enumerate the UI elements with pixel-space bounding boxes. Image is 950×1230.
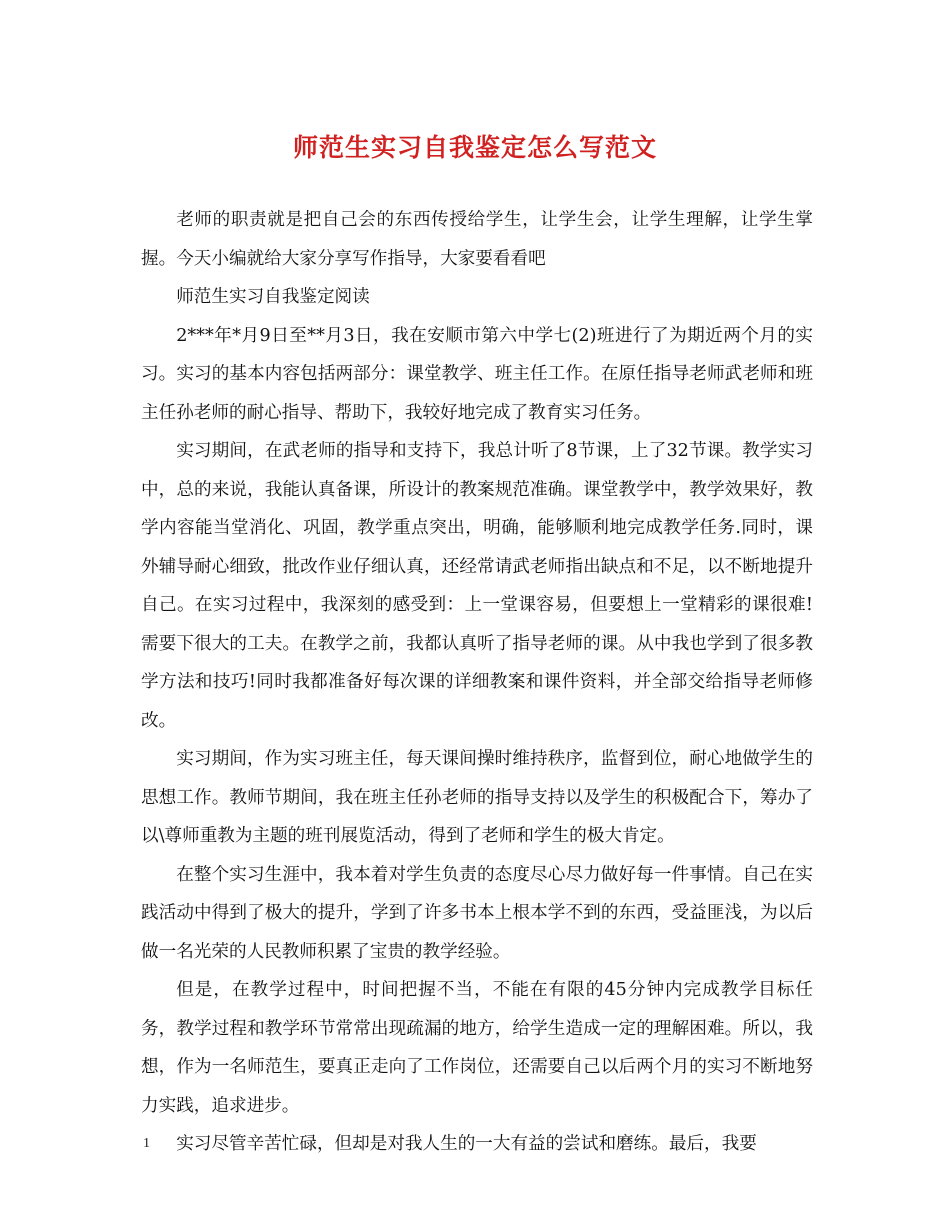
document-title: 师范生实习自我鉴定怎么写范文 — [292, 133, 657, 162]
paragraph-gains: 在整个实习生涯中，我本着对学生负责的态度尽心尽力做好每一件事情。自己在实践活动中得到了极大的提升，学到了许多书本上根本学不到的东西，受益匪浅，为以后做一名光荣的人民教师积累了宝贵的教学经验。 — [141, 864, 813, 962]
document-body — [141, 201, 813, 1164]
page-number: 1 — [143, 1136, 150, 1151]
paragraph-teaching: 实习期间，在武老师的指导和支持下，我总计听了8节课，上了32节课。教学实习中，总的来说，我能认真备课，所设计的教案规范准确。课堂教学中，教学效果好，教学内容能当堂消化、巩固，教学重点突出，明确，能够顺利地完成教学任务.同时，课外辅导耐心细致，批改作业仔细认真，还经常请武老师指出缺点和不足，以不断地提升自己。在实习过程中，我深刻的感受到：上一堂课容易，但要想上一堂精彩的课很难!需要下很大的工夫。在教学之前，我都认真听了指导老师的课。从中我也学到了很多教学方法和技巧!同时我都准备好每次课的详细教案和课件资料，并全部交给指导老师修改。 — [141, 441, 813, 731]
paragraph-overview: 2***年*月9日至**月3日，我在安顺市第六中学七(2)班进行了为期近两个月的实习。实习的基本内容包括两部分：课堂教学、班主任工作。在原任指导老师武老师和班主任孙老师的耐心指导、帮助下，我较好地完成了教育实习任务。 — [141, 325, 813, 423]
paragraph-shortcomings: 但是，在教学过程中，时间把握不当，不能在有限的45分钟内完成教学目标任务，教学过程和教学环节常常出现疏漏的地方，给学生造成一定的理解困难。所以，我想，作为一名师范生，要真正走向了工作岗位，还需要自己以后两个月的实习不断地努力实践，追求进步。 — [141, 980, 813, 1116]
paragraph-subheading: 师范生实习自我鉴定阅读 — [176, 287, 370, 307]
paragraph-closing: 实习尽管辛苦忙碌，但却是对我人生的一大有益的尝试和磨练。最后，我要 — [176, 1134, 757, 1154]
paragraph-class-teacher: 实习期间，作为实习班主任，每天课间操时维持秩序，监督到位，耐心地做学生的思想工作。教师节期间，我在班主任孙老师的指导支持以及学生的积极配合下，筹办了以\尊师重教为主题的班刊展览活动，得到了老师和学生的极大肯定。 — [141, 749, 813, 846]
paragraph-intro: 老师的职责就是把自己会的东西传授给学生，让学生会，让学生理解，让学生掌握。今天小编就给大家分享写作指导，大家要看看吧 — [141, 210, 813, 269]
